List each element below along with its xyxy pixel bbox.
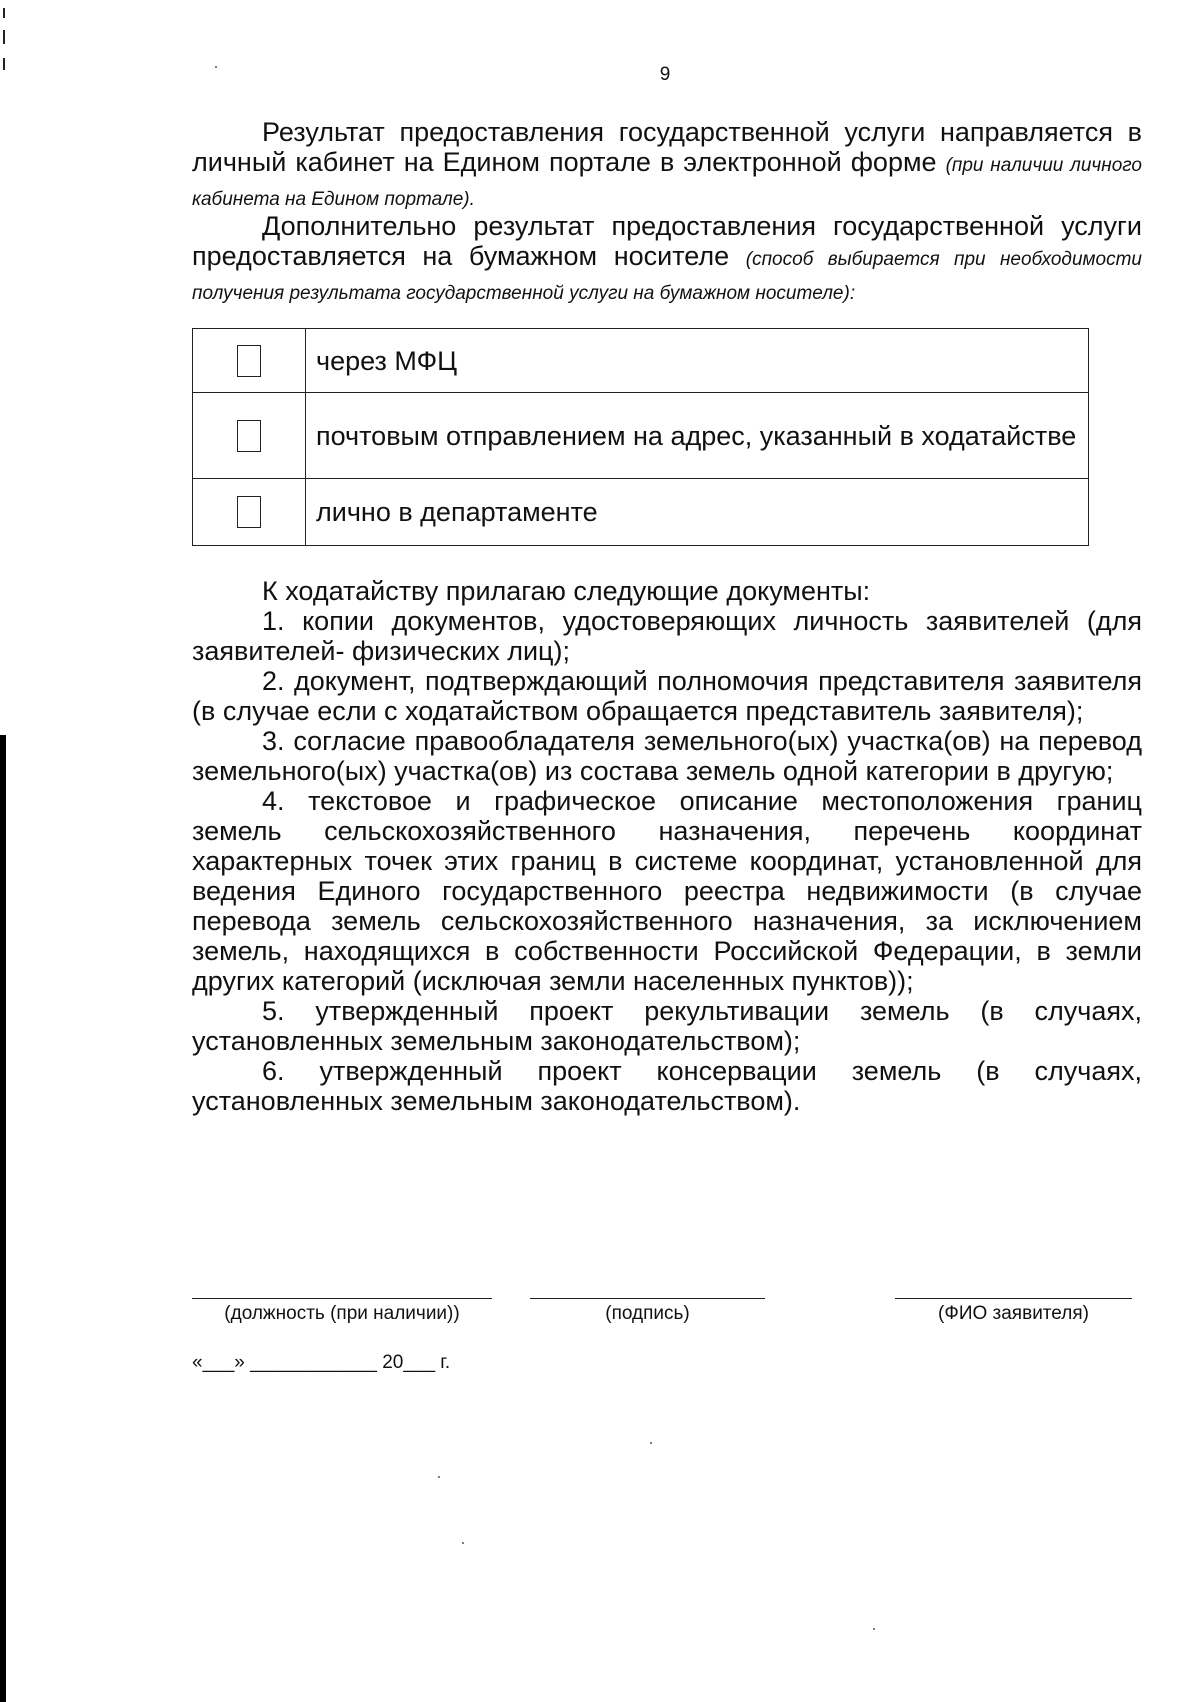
- scan-speck: [650, 1442, 652, 1444]
- date-line[interactable]: «___» ____________ 20___ г.: [192, 1352, 451, 1373]
- document-item: 2. документ, подтверждающий полномочия представителя заявителя (в случае если с ходатайством обращается представитель заявителя);: [192, 666, 1142, 726]
- scan-speck: [462, 1542, 464, 1544]
- option-department-label: лично в департаменте: [306, 479, 1089, 546]
- document-item: 6. утвержденный проект консервации земель (в случаях, установленных земельным законодательством).: [192, 1056, 1142, 1116]
- signature-name-caption: (ФИО заявителя): [938, 1303, 1089, 1324]
- signature-name-field[interactable]: [895, 1298, 1132, 1325]
- scan-binding-shadow: [0, 735, 6, 1702]
- result-paper-text: Дополнительно результат предоставления государственной услуги предоставляется на бумажном носителе: [192, 211, 1142, 271]
- scan-speck: [873, 1628, 875, 1630]
- delivery-option-row[interactable]: [193, 393, 1089, 479]
- signature-position-line: [192, 1298, 492, 1299]
- option-mail-checkbox[interactable]: [237, 420, 261, 452]
- document-item: 3. согласие правообладателя земельного(ых) участка(ов) на перевод земельного(ых) участка(ов) из состава земель одной категории в другую;: [192, 726, 1142, 786]
- result-paper-paragraph: [192, 211, 1142, 309]
- result-paper-note: (способ выбирается при необходимости получения результата государственной услуги на бумажном носителе):: [192, 249, 1142, 304]
- document-item: 5. утвержденный проект рекультивации земель (в случаях, установленных земельным законодательством);: [192, 996, 1142, 1056]
- document-item: 4. текстовое и графическое описание местоположения границ земель сельскохозяйственного назначения, перечень координат характерных точек этих границ в системе координат, установленной для ведения Единого государственного реестра недвижимости (в случае перевода земель сельскохозяйственного назначения, за исключением земель, находящихся в собственности Российской Федерации, в земли других категорий (исключая земли населенных пунктов));: [192, 786, 1142, 996]
- signature-name-line: [895, 1298, 1132, 1299]
- delivery-options-table: [192, 328, 1089, 546]
- scan-speck: [438, 1476, 440, 1478]
- option-checkbox-cell: [193, 329, 306, 393]
- page-number: 9: [659, 64, 671, 85]
- result-electronic-note: (при наличии личного кабинета на Едином портале).: [192, 155, 1142, 210]
- signature-sign-line: [530, 1298, 765, 1299]
- documents-intro: К ходатайству прилагаю следующие документы:: [262, 576, 871, 606]
- signature-position-caption: (должность (при наличии)): [224, 1303, 460, 1324]
- result-electronic-text: Результат предоставления государственной услуги направляется в личный кабинет на Едином портале в электронной форме: [192, 117, 1142, 177]
- scan-speck: [215, 66, 217, 68]
- signature-sign-caption: (подпись): [605, 1303, 690, 1324]
- signature-position-field[interactable]: [192, 1298, 492, 1325]
- signature-sign-field[interactable]: [530, 1298, 765, 1325]
- option-mfc-label: через МФЦ: [306, 329, 1089, 393]
- option-mail-label: почтовым отправлением на адрес, указанный в ходатайстве: [306, 393, 1089, 479]
- scan-mark: [3, 30, 5, 44]
- result-electronic-paragraph: [192, 117, 1142, 215]
- document-item: 1. копии документов, удостоверяющих личность заявителей (для заявителей- физических лиц);: [192, 606, 1142, 666]
- attached-documents-section: [192, 576, 1142, 1116]
- option-checkbox-cell: [193, 479, 306, 546]
- scan-mark: [3, 58, 5, 70]
- delivery-option-row[interactable]: [193, 479, 1089, 546]
- option-checkbox-cell: [193, 393, 306, 479]
- scan-mark: [3, 8, 5, 18]
- delivery-option-row[interactable]: [193, 329, 1089, 393]
- option-department-checkbox[interactable]: [237, 496, 261, 528]
- option-mfc-checkbox[interactable]: [237, 345, 261, 377]
